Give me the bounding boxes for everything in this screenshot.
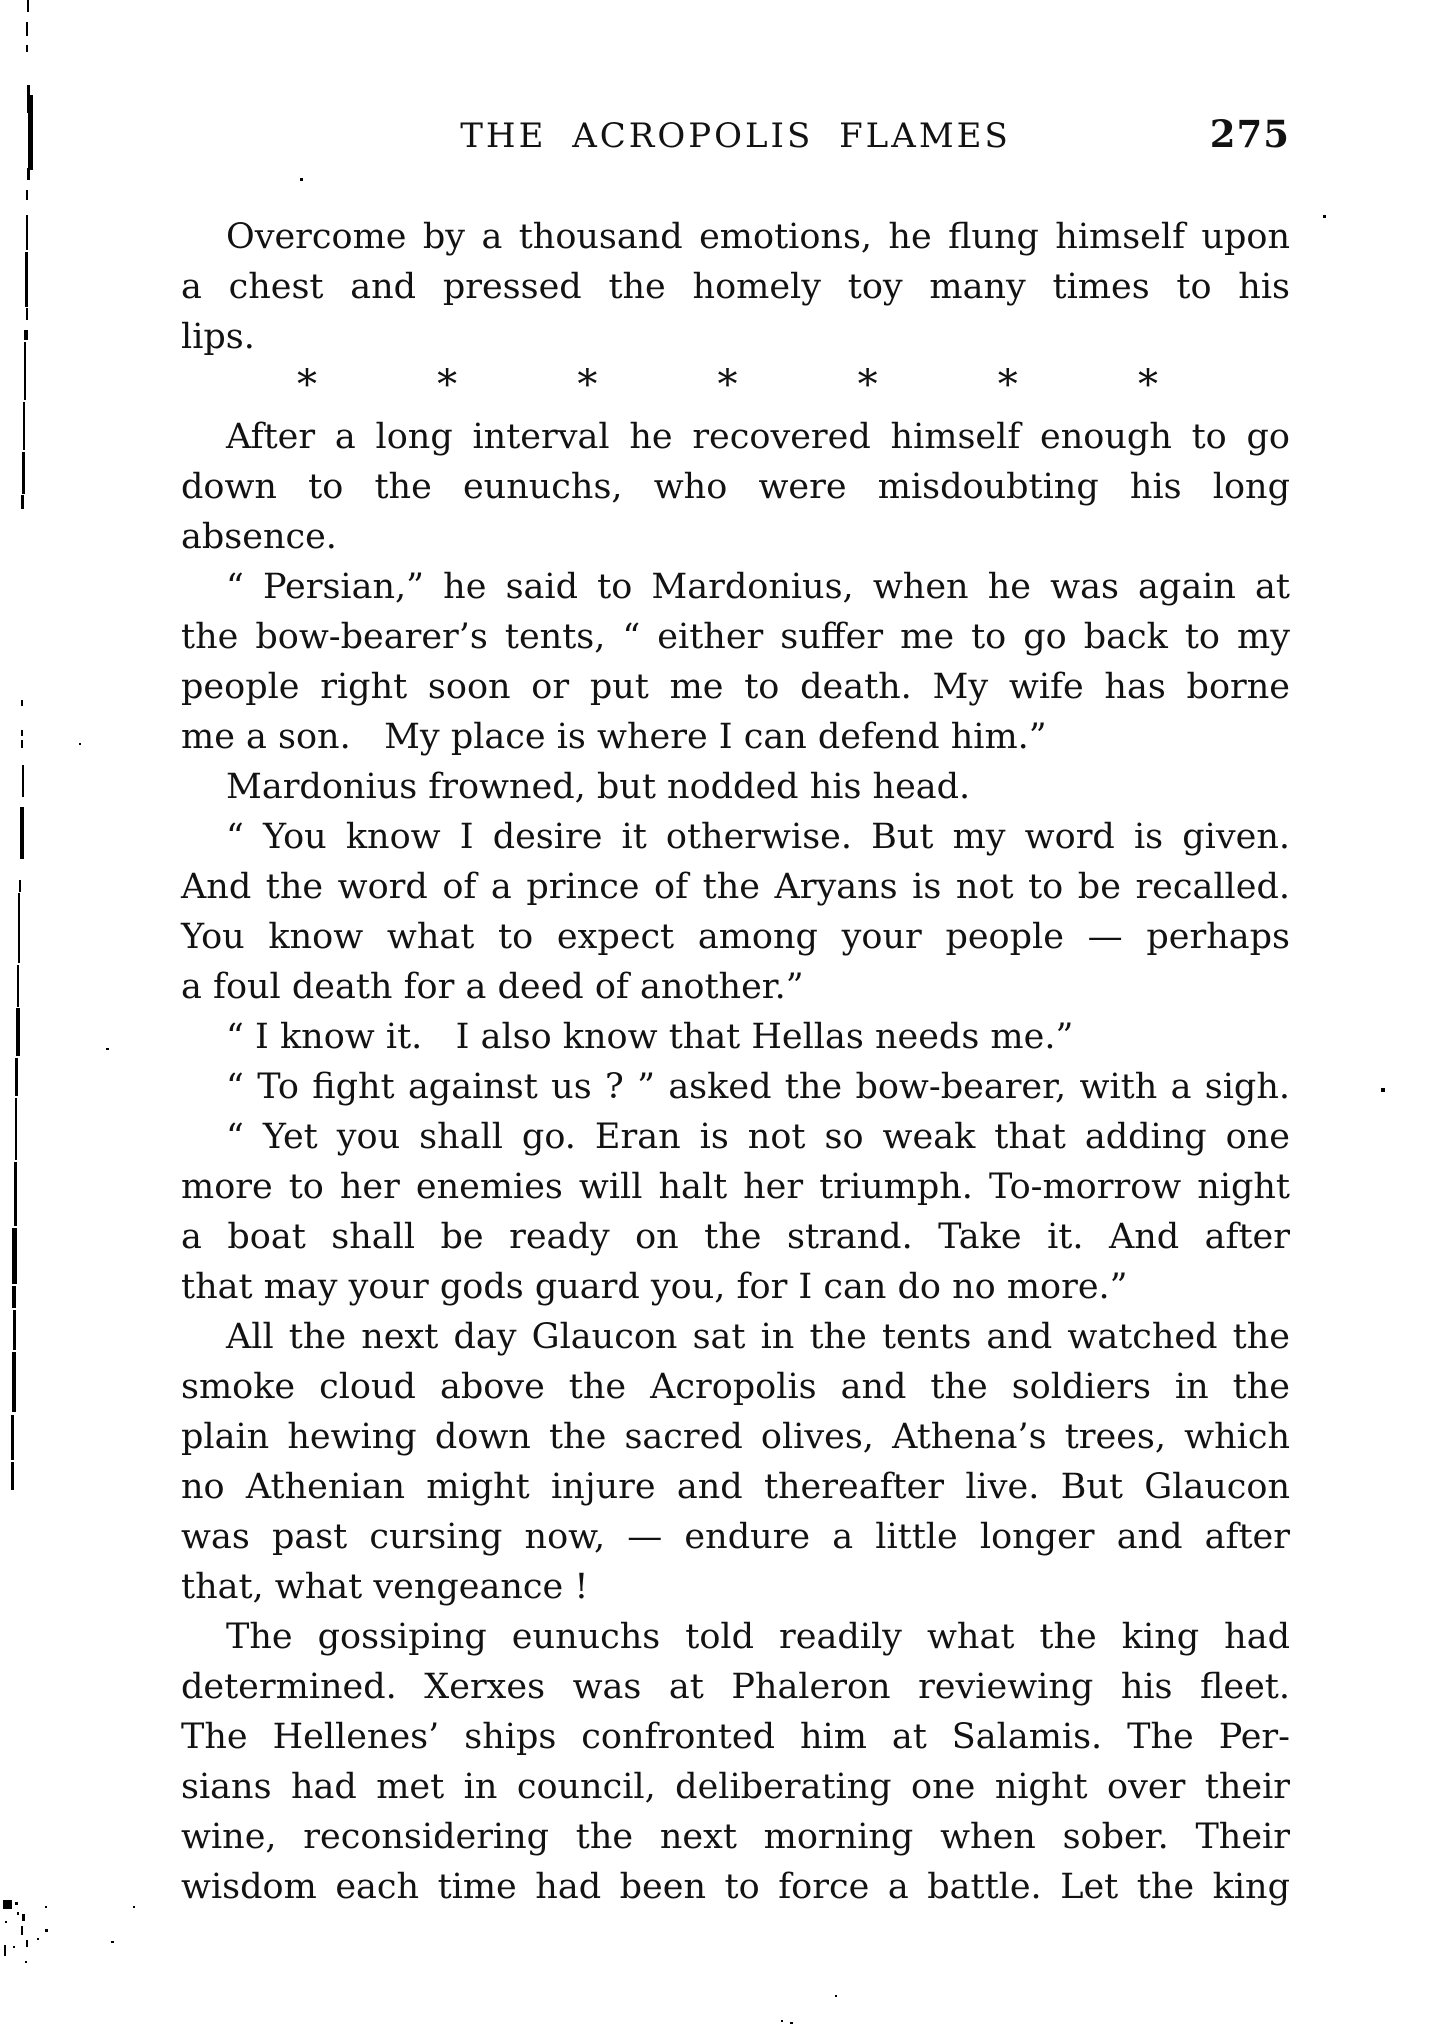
text-line: a boat shall be ready on the strand. Take it. And after [181,1217,1290,1257]
scan-artifact [27,0,29,12]
scan-artifact [15,1058,18,1096]
scan-artifact [21,730,23,736]
page-number: 275 [1209,112,1290,156]
text-line: that, what vengeance ! [181,1567,589,1607]
scan-artifact [13,1946,15,1948]
scan-artifact [15,1098,17,1160]
text-line: Overcome by a thousand emotions, he flung himself upon [226,217,1290,257]
text-line: determined. Xerxes was at Phaleron reviewing his fleet. [181,1667,1290,1707]
text-line: more to her enemies will halt her triumph. To-morrow night [181,1167,1290,1207]
asterisk: * [297,362,317,408]
scan-artifact [133,1906,135,1908]
text-line: wisdom each time had been to force a battle. Let the king [181,1867,1290,1907]
scan-artifact [12,1286,16,1308]
scan-artifact [1381,1088,1385,1092]
scan-artifact [4,1945,6,1956]
text-line: the bow-bearer’s tents, “ either suffer me to go back to my [181,617,1290,657]
scan-artifact [45,1906,47,1908]
scan-artifact [22,765,24,797]
scan-artifact [12,1352,16,1412]
scan-artifact [22,452,25,494]
scan-artifact [25,252,28,307]
scan-artifact [3,1900,12,1909]
scan-artifact [17,965,19,1007]
text-line: And the word of a prince of the Aryans is not to be recalled. [181,867,1290,907]
scan-artifact [16,1008,20,1056]
scan-artifact [24,330,28,340]
scan-artifact [12,1228,17,1284]
section-divider [181,362,1290,412]
scan-artifact [26,22,28,36]
text-line: a foul death for a deed of another.” [181,967,804,1007]
scan-artifact [11,1415,14,1460]
scan-artifact [13,1310,16,1350]
asterisk: * [717,362,738,408]
scan-artifact [14,1162,17,1226]
scan-artifact [20,807,24,859]
text-line: plain hewing down the sacred olives, Athena’s trees, which [181,1417,1290,1457]
scan-artifact [835,1995,837,1997]
scan-artifact [300,178,303,181]
asterisk: * [577,362,598,408]
text-line: All the next day Glaucon sat in the tents and watched the [226,1317,1290,1357]
page-header-title: THE ACROPOLIS FLAMES [460,116,1011,156]
scan-artifact [21,740,23,748]
scan-artifact [45,1929,48,1932]
scan-artifact [26,215,28,250]
scan-artifact [111,1941,114,1943]
scan-artifact [79,743,81,745]
text-line: down to the eunuchs, who were misdoubting his long absence. [181,467,1290,557]
text-line: no Athenian might injure and thereafter live. But Glaucon [181,1467,1290,1507]
scan-artifact [23,402,25,450]
text-line: a chest and pressed the homely toy many times to his [181,267,1290,307]
scan-artifact [26,190,28,200]
scan-artifact [28,95,33,170]
scan-artifact [19,880,21,892]
text-line: lips. [181,317,255,357]
scan-artifact [26,45,28,52]
text-line: smoke cloud above the Acropolis and the soldiers in the [181,1367,1290,1407]
text-line: The gossiping eunuchs told readily what the king had [226,1617,1290,1657]
asterisk: * [997,362,1018,408]
scan-artifact [15,1902,18,1905]
scan-artifact [106,1048,109,1050]
text-line: me a son. My place is where I can defend him.” [181,717,1047,757]
scan-artifact [21,495,24,509]
scan-artifact [21,700,23,706]
scan-artifact [5,1921,7,1923]
scan-artifact [22,1914,25,1921]
scan-artifact [790,2022,793,2024]
text-line: was past cursing now, — endure a little longer and after [181,1517,1290,1557]
text-line: “ You know I desire it otherwise. But my word is given. [226,817,1290,857]
text-line: “ To fight against us ? ” asked the bow-bearer, with a sigh. [226,1067,1290,1107]
scan-artifact [26,308,28,320]
text-line: After a long interval he recovered himself enough to go [226,417,1290,457]
text-line: You know what to expect among your people — perhaps [181,917,1290,957]
scan-artifact [27,168,30,180]
text-body [181,212,1290,1912]
text-line: sians had met in council, deliberating one night over their [181,1767,1290,1807]
scan-artifact [1323,215,1326,218]
scan-artifact [24,342,26,400]
text-line: people right soon or put me to death. My wife has borne [181,667,1290,707]
scan-artifact [781,2020,783,2022]
text-line: The Hellenes’ ships confronted him at Salamis. The Per- [181,1717,1290,1757]
text-line: “ Yet you shall go. Eran is not so weak that adding one [226,1117,1290,1157]
scan-artifact [11,1462,14,1490]
text-line: that may your gods guard you, for I can do no more.” [181,1267,1128,1307]
scan-artifact [37,1938,39,1940]
scan-artifact [25,1961,27,1963]
asterisk: * [1137,362,1158,408]
scan-artifact [18,893,20,963]
scan-artifact [17,1912,19,1915]
asterisk: * [437,362,458,408]
text-line: “ Persian,” he said to Mardonius, when he was again at [226,567,1290,607]
scan-artifact [26,1940,28,1947]
text-line: wine, reconsidering the next morning when sober. Their [181,1817,1290,1857]
text-line: Mardonius frowned, but nodded his head. [226,767,971,807]
scan-artifact [21,1926,23,1935]
text-line: “ I know it. I also know that Hellas needs me.” [226,1017,1074,1057]
asterisk: * [857,362,878,408]
